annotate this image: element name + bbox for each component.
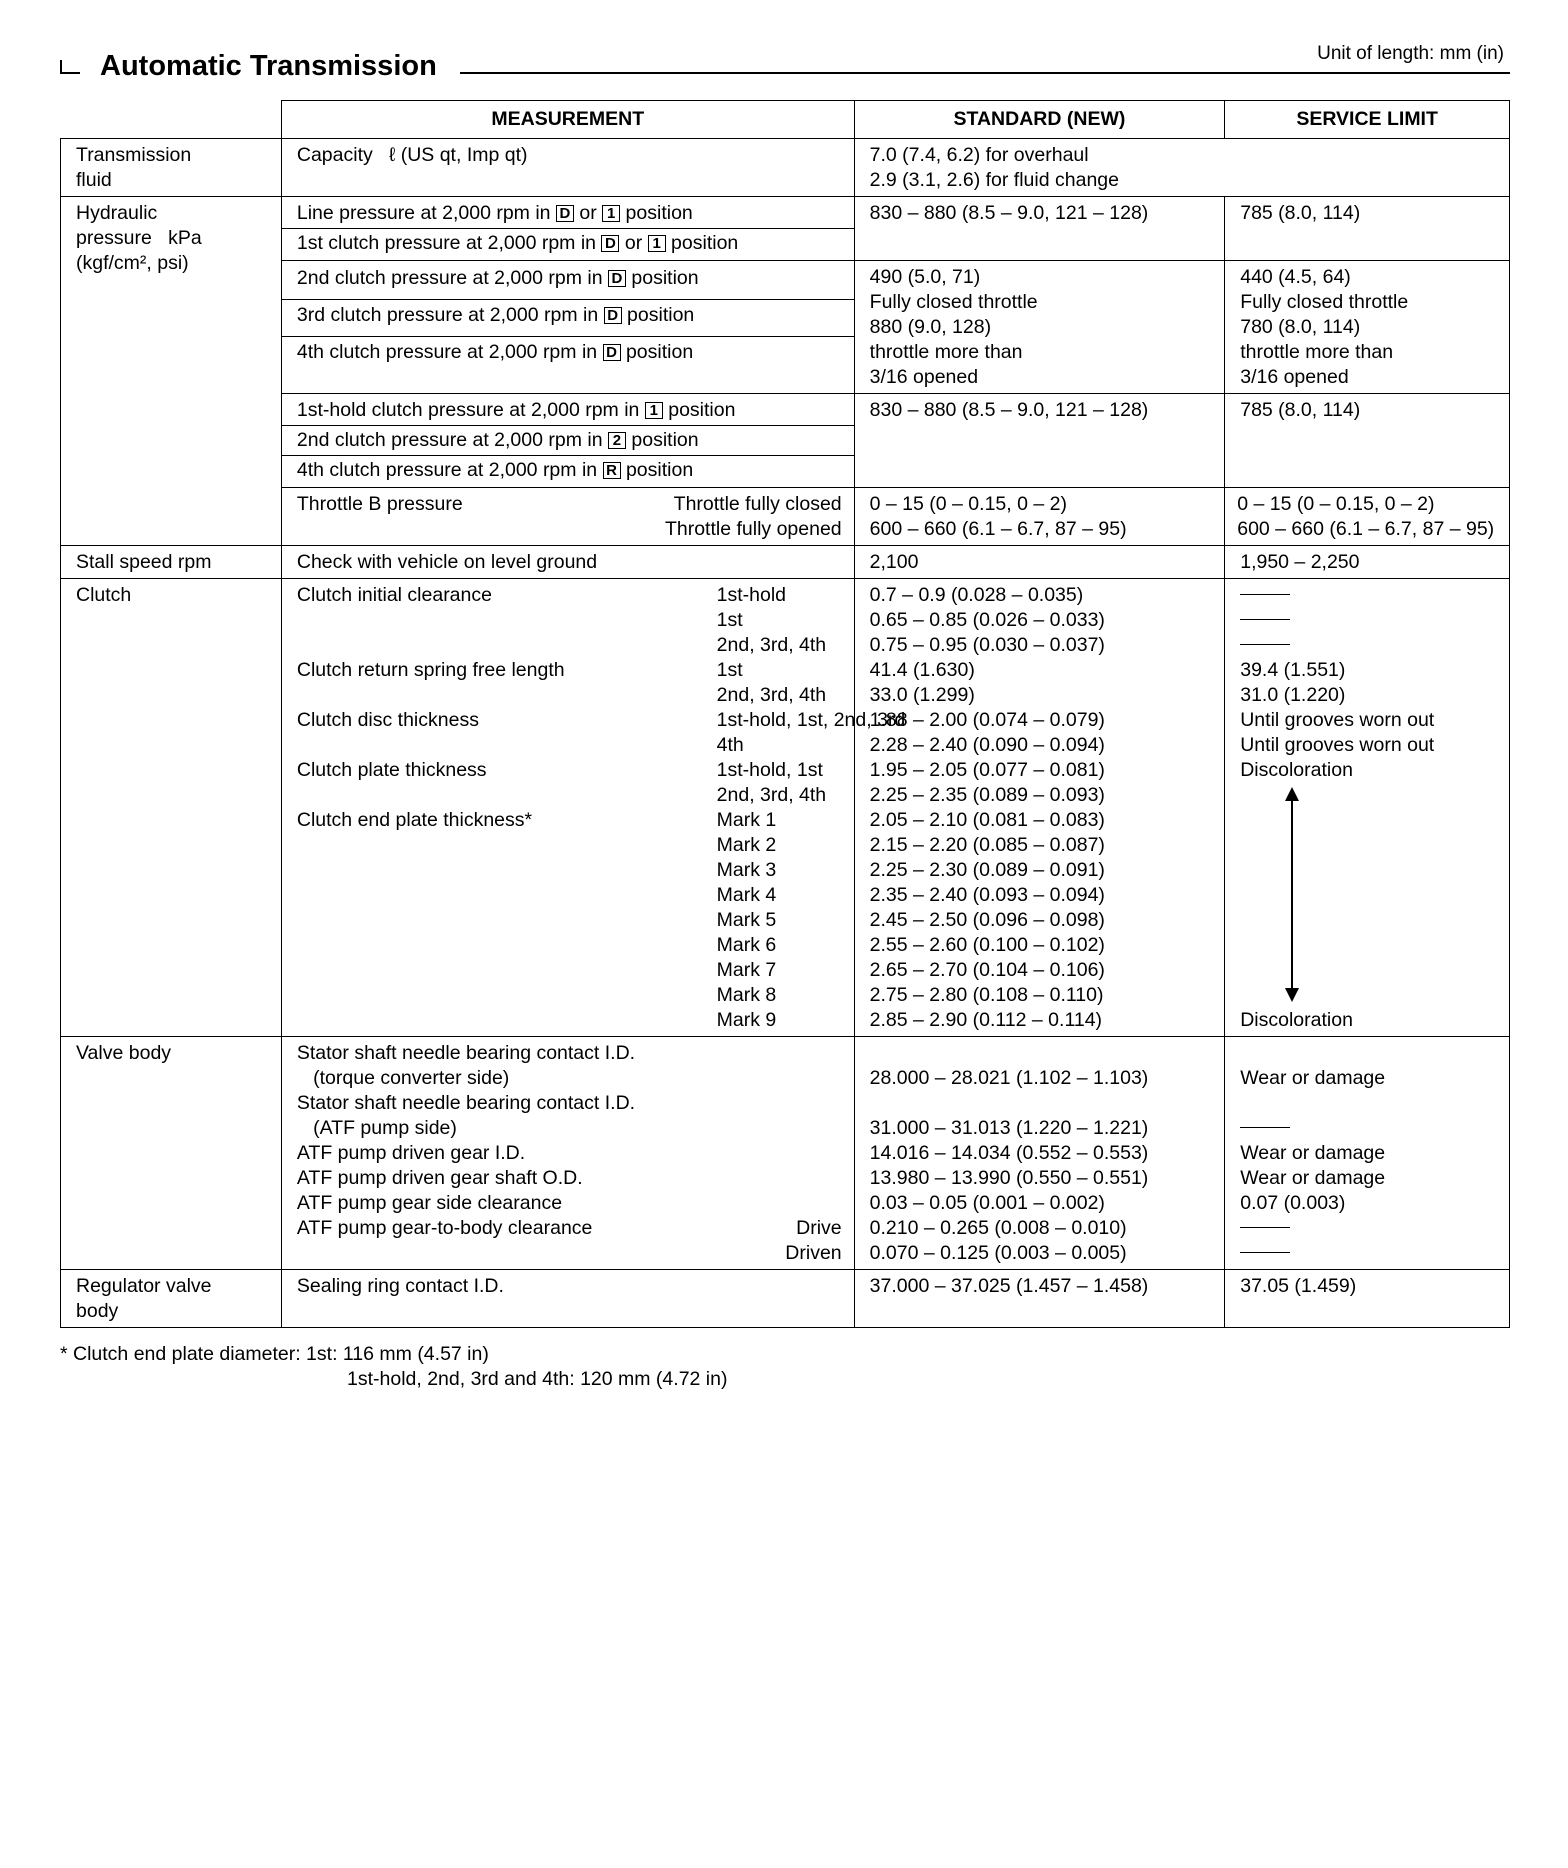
valve-standard-line: 31.000 – 31.013 (1.220 – 1.221)	[869, 1117, 1149, 1139]
clutch-measure-line: Clutch plate thickness 1st-hold, 1st	[296, 759, 823, 781]
frame-top-rule-left	[60, 72, 80, 74]
valve-standard-line: 0.210 – 0.265 (0.008 – 0.010)	[869, 1217, 1127, 1239]
clutch-standard-line: 2.55 – 2.60 (0.100 – 0.102)	[869, 934, 1105, 956]
valve-measure-line: ATF pump gear side clearance	[296, 1192, 563, 1214]
valve-limit-line	[1240, 1241, 1497, 1266]
valve-standard-line: 14.016 – 14.034 (0.552 – 0.553)	[869, 1142, 1149, 1164]
measure-line-pressure: Line pressure at 2,000 rpm in D or 1 position 1st clutch pressure at 2,000 rpm in D or 1 position	[281, 197, 854, 261]
valve-limit-line: 0.07 (0.003)	[1240, 1192, 1346, 1214]
footnote: * Clutch end plate diameter: 1st: 116 mm (4.57 in) 1st-hold, 2nd, 3rd and 4th: 120 mm (4.72 in)	[60, 1343, 728, 1390]
clutch-standard-line: 2.25 – 2.35 (0.089 – 0.093)	[869, 784, 1105, 806]
clutch-standard-line: 0.7 – 0.9 (0.028 – 0.035)	[869, 584, 1084, 606]
valve-standard-line	[870, 1091, 1213, 1116]
valve-measure-line: (torque converter side)	[296, 1067, 510, 1089]
clutch-limit-line	[1240, 583, 1497, 608]
clutch-standard-line: 2.85 – 2.90 (0.112 – 0.114)	[869, 1009, 1103, 1031]
limit-clutch-pressures: 440 (4.5, 64) Fully closed throttle 780 (8.0, 114) throttle more than 3/16 opened	[1225, 261, 1510, 394]
clutch-standard-line: 2.75 – 2.80 (0.108 – 0.110)	[869, 984, 1104, 1006]
clutch-measure-line: 4th	[716, 734, 744, 756]
clutch-standard-line: 2.05 – 2.10 (0.081 – 0.083)	[869, 809, 1105, 831]
clutch-standard-line: 0.75 – 0.95 (0.030 – 0.037)	[869, 634, 1105, 656]
clutch-standard-line: 2.15 – 2.20 (0.085 – 0.087)	[869, 834, 1105, 856]
clutch-limit-line: Until grooves worn out	[1240, 734, 1435, 756]
clutch-measure-line: 2nd, 3rd, 4th	[716, 634, 827, 656]
spec-table	[60, 100, 1510, 1328]
item-valve: Valve body	[61, 1037, 282, 1270]
clutch-limit-line	[1240, 608, 1497, 633]
clutch-limit-line	[1240, 808, 1497, 833]
measure-clutch	[281, 579, 906, 1037]
clutch-limit-line: Until grooves worn out	[1240, 709, 1435, 731]
header-standard: STANDARD (NEW)	[854, 101, 1225, 139]
item-stall: Stall speed rpm	[61, 546, 282, 579]
header-row	[61, 101, 1510, 139]
measure-throttle-b: Throttle B pressure Throttle fully closed Throttle fully opened	[281, 488, 854, 546]
measure-hold-pressures: 1st-hold clutch pressure at 2,000 rpm in 1 position 2nd clutch pressure at 2,000 rpm in 2 position 4th clutch pressure at 2,000 rpm in R position	[281, 394, 854, 488]
clutch-limit-line: 31.0 (1.220)	[1240, 684, 1346, 706]
clutch-measure-line: Mark 5	[716, 909, 777, 931]
clutch-standard-line: 2.28 – 2.40 (0.090 – 0.094)	[869, 734, 1105, 756]
row-hydraulic-line	[61, 197, 1510, 261]
clutch-standard-line: 2.65 – 2.70 (0.104 – 0.106)	[869, 959, 1105, 981]
header-blank	[61, 101, 282, 139]
header-measurement: MEASUREMENT	[281, 101, 854, 139]
valve-measure-line: ATF pump driven gear shaft O.D.	[296, 1167, 583, 1189]
clutch-measure-line: Mark 6	[716, 934, 777, 956]
valve-measure-line: Driven	[785, 1242, 842, 1264]
standard-valve	[854, 1037, 1225, 1270]
standard-clutch	[854, 579, 1225, 1037]
valve-measure-line: Stator shaft needle bearing contact I.D.	[296, 1092, 636, 1114]
limit-hold-pressures: 785 (8.0, 114)	[1225, 394, 1510, 488]
row-regulator	[61, 1270, 1510, 1328]
valve-limit-line	[1240, 1116, 1497, 1141]
clutch-limit-line	[1240, 833, 1497, 858]
clutch-standard-line: 41.4 (1.630)	[869, 659, 975, 681]
clutch-standard-line: 1.88 – 2.00 (0.074 – 0.079)	[869, 709, 1105, 731]
clutch-limit-line	[1240, 958, 1497, 983]
row-fluid	[61, 139, 1510, 197]
clutch-limit-line: Discoloration	[1240, 1009, 1353, 1031]
clutch-measure-line: Mark 3	[716, 859, 777, 881]
clutch-measure-line: Mark 7	[716, 959, 777, 981]
clutch-limit-line	[1240, 858, 1497, 883]
standard-regulator: 37.000 – 37.025 (1.457 – 1.458)	[854, 1270, 1225, 1328]
clutch-measure-line: Clutch end plate thickness* Mark 1	[296, 809, 777, 831]
limit-throttle-b: 0 – 15 (0 – 0.15, 0 – 2) 600 – 660 (6.1 – 6.7, 87 – 95)	[1225, 488, 1510, 546]
standard-capacity: 7.0 (7.4, 6.2) for overhaul 2.9 (3.1, 2.6) for fluid change	[854, 139, 1509, 197]
standard-line-pressure: 830 – 880 (8.5 – 9.0, 121 – 128)	[854, 197, 1225, 261]
clutch-limit-line	[1240, 983, 1497, 1008]
limit-regulator: 37.05 (1.459)	[1225, 1270, 1510, 1328]
valve-measure-line: ATF pump driven gear I.D.	[296, 1142, 526, 1164]
clutch-limit-line	[1240, 783, 1497, 808]
clutch-limit-line: Discoloration	[1240, 759, 1353, 781]
valve-standard-line	[870, 1041, 1213, 1066]
valve-measure-line: Stator shaft needle bearing contact I.D.	[296, 1042, 636, 1064]
clutch-measure-line: 1st	[716, 609, 743, 631]
clutch-measure-line: Clutch return spring free length 1st	[296, 659, 743, 681]
limit-stall: 1,950 – 2,250	[1225, 546, 1510, 579]
limit-line-pressure: 785 (8.0, 114)	[1225, 197, 1510, 261]
clutch-standard-line: 2.45 – 2.50 (0.096 – 0.098)	[869, 909, 1105, 931]
valve-standard-line: 13.980 – 13.990 (0.550 – 0.551)	[869, 1167, 1149, 1189]
valve-measure-line: ATF pump gear-to-body clearance Drive	[296, 1217, 842, 1239]
valve-limit-line	[1240, 1041, 1497, 1066]
unit-note: Unit of length: mm (in)	[1317, 43, 1504, 64]
item-hydraulic: Hydraulic pressure kPa (kgf/cm², psi)	[61, 197, 282, 546]
clutch-measure-line: 2nd, 3rd, 4th	[716, 784, 827, 806]
clutch-measure-line: Mark 2	[716, 834, 777, 856]
standard-hold-pressures: 830 – 880 (8.5 – 9.0, 121 – 128)	[854, 394, 1225, 488]
valve-standard-line: 28.000 – 28.021 (1.102 – 1.103)	[869, 1067, 1149, 1089]
clutch-measure-line: 2nd, 3rd, 4th	[716, 684, 827, 706]
valve-limit-line	[1240, 1091, 1497, 1116]
limit-clutch	[1225, 579, 1510, 1037]
measure-regulator: Sealing ring contact I.D.	[281, 1270, 854, 1328]
row-clutch	[61, 579, 1510, 1037]
clutch-standard-line: 2.35 – 2.40 (0.093 – 0.094)	[869, 884, 1105, 906]
item-regulator: Regulator valve body	[61, 1270, 282, 1328]
clutch-measure-line: Mark 4	[716, 884, 777, 906]
clutch-limit-line	[1240, 633, 1497, 658]
clutch-limit-line	[1240, 933, 1497, 958]
row-valve	[61, 1037, 1510, 1270]
clutch-standard-line: 0.65 – 0.85 (0.026 – 0.033)	[869, 609, 1105, 631]
frame-top-rule	[460, 72, 1510, 74]
limit-valve	[1225, 1037, 1510, 1270]
header-service-limit: SERVICE LIMIT	[1225, 101, 1510, 139]
clutch-standard-line: 1.95 – 2.05 (0.077 – 0.081)	[869, 759, 1105, 781]
clutch-limit-line: 39.4 (1.551)	[1240, 659, 1346, 681]
item-fluid: Transmission fluid	[61, 139, 282, 197]
standard-throttle-b: 0 – 15 (0 – 0.15, 0 – 2) 600 – 660 (6.1 – 6.7, 87 – 95)	[854, 488, 1225, 546]
clutch-measure-line: Mark 8	[716, 984, 777, 1006]
item-clutch: Clutch	[61, 579, 282, 1037]
standard-stall: 2,100	[854, 546, 1225, 579]
clutch-measure-line: Clutch initial clearance 1st-hold	[296, 584, 787, 606]
valve-limit-line: Wear or damage	[1240, 1067, 1386, 1089]
valve-limit-line: Wear or damage	[1240, 1167, 1386, 1189]
measure-capacity: Capacity ℓ (US qt, Imp qt)	[281, 139, 854, 197]
valve-standard-line: 0.03 – 0.05 (0.001 – 0.002)	[869, 1192, 1105, 1214]
clutch-limit-line	[1240, 908, 1497, 933]
clutch-measure-line: Mark 9	[716, 1009, 777, 1031]
valve-standard-line: 0.070 – 0.125 (0.003 – 0.005)	[869, 1242, 1127, 1264]
valve-measure-line: (ATF pump side)	[296, 1117, 457, 1139]
clutch-standard-line: 2.25 – 2.30 (0.089 – 0.091)	[869, 859, 1105, 881]
measure-valve	[281, 1037, 854, 1270]
measure-stall: Check with vehicle on level ground	[281, 546, 854, 579]
range-arrow	[1285, 787, 1299, 1002]
clutch-limit-line	[1240, 883, 1497, 908]
measure-clutch-pressures: 2nd clutch pressure at 2,000 rpm in D position 3rd clutch pressure at 2,000 rpm in D position 4th clutch pressure at 2,000 rpm in D position	[281, 261, 854, 394]
standard-clutch-pressures: 490 (5.0, 71) Fully closed throttle 880 (9.0, 128) throttle more than 3/16 opened	[854, 261, 1225, 394]
valve-limit-line: Wear or damage	[1240, 1142, 1386, 1164]
clutch-measure-line: Clutch disc thickness 1st-hold, 1st, 2nd, 3rd	[296, 709, 906, 731]
page-title: Automatic Transmission	[100, 50, 437, 82]
row-stall	[61, 546, 1510, 579]
valve-limit-line	[1240, 1216, 1497, 1241]
clutch-standard-line: 33.0 (1.299)	[869, 684, 975, 706]
